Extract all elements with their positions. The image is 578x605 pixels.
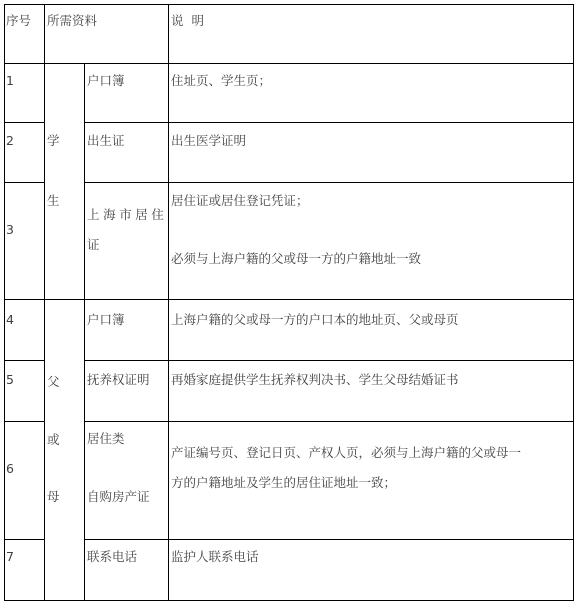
table-row-line-1 — [4, 63, 574, 64]
row-4-item: 户口簿 — [87, 312, 125, 327]
table-row-line-3a — [4, 182, 45, 183]
table-row-line-7b — [84, 539, 574, 540]
row-2-num: 2 — [6, 133, 14, 148]
table-row-line-6a — [4, 421, 45, 422]
table-border-top — [4, 4, 574, 5]
table-border-left — [4, 4, 5, 601]
table-row-line-3b — [84, 182, 574, 183]
table-border-right — [573, 4, 574, 601]
group-student-char-1: 学 — [47, 133, 60, 148]
table-row-line-6b — [84, 421, 574, 422]
row-1-note: 住址页、学生页； — [171, 73, 272, 88]
row-2-item: 出生证 — [87, 133, 125, 148]
table-row-line-5b — [84, 360, 574, 361]
row-4-num: 4 — [6, 312, 14, 327]
group-parent-char-1: 父 — [47, 374, 60, 389]
row-5-item: 抚养权证明 — [87, 372, 150, 387]
header-materials: 所需资料 — [47, 13, 98, 28]
row-3-item-line-2: 证 — [87, 237, 100, 252]
table-row-line-4 — [4, 299, 574, 300]
table-row-line-5a — [4, 360, 45, 361]
table-row-line-7a — [4, 539, 45, 540]
table-row-line-2b — [84, 122, 574, 123]
group-parent-char-3: 母 — [47, 489, 60, 504]
group-parent-char-2: 或 — [47, 432, 60, 447]
row-3-note-line-2: 必须与上海户籍的父或母一方的户籍地址一致 — [171, 251, 422, 266]
table-row-line-2a — [4, 122, 45, 123]
row-3-num: 3 — [6, 222, 14, 237]
table-col-line-1 — [44, 4, 45, 601]
row-6-item-line-1: 居住类 — [87, 431, 125, 446]
row-6-note-line-1: 产证编号页、登记日页、产权人页，必须与上海户籍的父或母一 — [171, 445, 522, 460]
row-1-num: 1 — [6, 73, 14, 88]
row-6-note-line-2: 方的户籍地址及学生的居住证地址一致； — [171, 475, 397, 490]
row-7-note: 监护人联系电话 — [171, 549, 259, 564]
header-num: 序号 — [6, 13, 32, 28]
row-3-item-line-1: 上海市居住 — [87, 207, 168, 222]
row-5-num: 5 — [6, 372, 14, 387]
row-2-note: 出生医学证明 — [171, 133, 247, 148]
row-5-note: 再婚家庭提供学生抚养权判决书、学生父母结婚证书 — [171, 372, 459, 387]
row-4-note: 上海户籍的父或母一方的户口本的地址页、父或母页 — [171, 312, 459, 327]
row-6-num: 6 — [6, 461, 14, 476]
row-6-item-line-2: 自购房产证 — [87, 489, 150, 504]
header-notes: 说 明 — [171, 13, 204, 28]
row-3-note-line-1: 居住证或居住登记凭证； — [171, 193, 309, 208]
table-col-line-2 — [84, 63, 85, 601]
row-1-item: 户口簿 — [87, 73, 125, 88]
group-student-char-2: 生 — [47, 193, 60, 208]
table-border-bottom — [4, 600, 574, 601]
row-7-num: 7 — [6, 549, 14, 564]
table-col-line-3 — [168, 4, 169, 601]
row-7-item: 联系电话 — [87, 549, 138, 564]
